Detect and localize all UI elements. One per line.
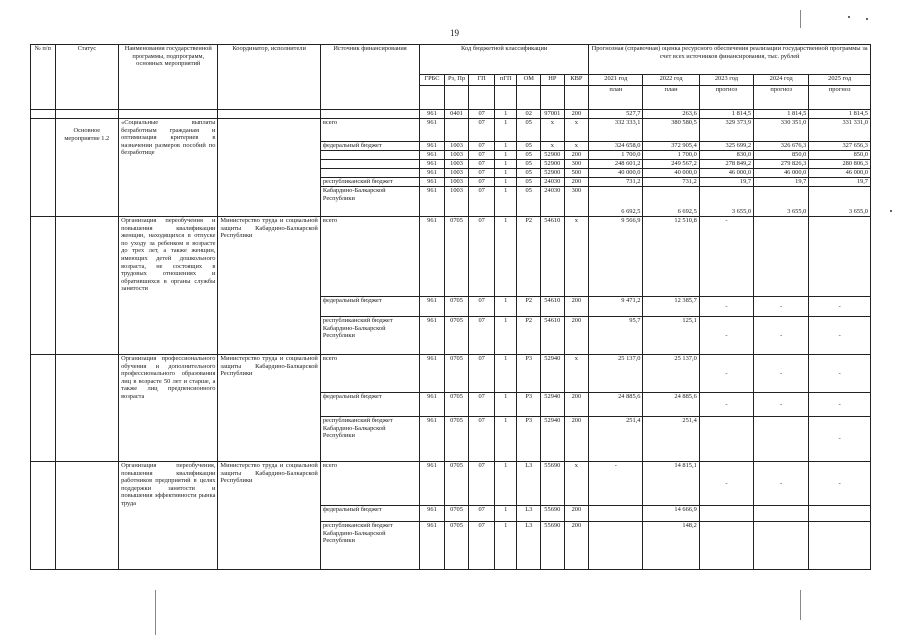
- scan-speck: [848, 16, 850, 18]
- table-row: федеральный бюджет 961 0705 07 1 P3 52940 200 24 885,6 24 885,6 - - -: [31, 393, 871, 417]
- header-code: пГП: [494, 75, 517, 86]
- header-sources: Источник финансирования: [320, 45, 419, 110]
- header-num: № п/п: [31, 45, 56, 110]
- header-code: КВР: [564, 75, 589, 86]
- table-row: 961 1003 07 1 05 52900 300 248 601,2 249 567,2 278 849,2 279 826,3 280 806,3: [31, 160, 871, 169]
- header-year: 2024 год: [754, 75, 809, 86]
- table-row: республиканский бюджет Кабардино-Балкарской Республики 961 0705 07 1 L3 55690 200 148,2: [31, 522, 871, 570]
- header-coordinator: Координатор, исполнители: [218, 45, 320, 110]
- table-row: республиканский бюджет 961 1003 07 1 05 24030 200 731,2 731,2 19,7 19,7 19,7: [31, 178, 871, 187]
- header-code: НР: [541, 75, 565, 86]
- table-row: Основное мероприятие 1.2 «Социальные выплаты безработным гражданам и оптимизация критериев в назначении размеров пособий по безработице всего 961 07 1 05 х х 332 333,1 380 580,5 329 373,9 330 351,0 331 331,0: [31, 119, 871, 142]
- measure-name: Организация переобучения и повышения квалификации женщин, находящихся в отпуске по уходу за ребенком в возрасте до трех лет, а также женщин, имеющих детей дошкольного возраста, не состоящих в трудовых отношениях и обратившихся в органы службы занятости: [119, 217, 218, 355]
- header-year-type: прогноз: [809, 86, 871, 110]
- header-status: Статус: [55, 45, 119, 110]
- measure-name: Организация переобучения, повышения квалификации работников предприятий в целях поддержки занятости и повышения эффективности рынка труда: [119, 462, 218, 570]
- budget-table: [30, 44, 871, 570]
- header-year-type: план: [589, 86, 643, 110]
- header-year: 2023 год: [699, 75, 753, 86]
- coordinator-cell: Министерство труда и социальной защиты Кабардино-Балкарской Республики: [218, 462, 320, 570]
- header-year-type: план: [643, 86, 699, 110]
- header-year: 2022 год: [643, 75, 699, 86]
- table-row: Организация профессионального обучения и дополнительного профессионального образования лиц в возрасте 50 лет и старше, а также лиц предпенсионного возраста Министерство труда и социальной защиты Кабардино-Балкарской Республики всего 961 0705 07 1 P3 52940 х 25 137,0 25 137,0 - - -: [31, 355, 871, 393]
- table-row: Организация переобучения и повышения квалификации женщин, находящихся в отпуске по уходу за ребенком в возрасте до трех лет, а также женщин, имеющих детей дошкольного возраста, не состоящих в трудовых отношениях и обратившихся в органы службы занятости Министерство труда и социальной защиты Кабардино-Балкарской Республики всего 961 0705 07 1 P2 54610 х 9 566,9 12 510,8 -: [31, 217, 871, 297]
- table-row: республиканский бюджет Кабардино-Балкарской Республики 961 0705 07 1 P3 52940 200 251,4 251,4 -: [31, 417, 871, 462]
- table-row: федеральный бюджет 961 0705 07 1 P2 54610 200 9 471,2 12 385,7 - - -: [31, 297, 871, 317]
- header-row-1: [31, 45, 871, 75]
- header-code: ГП: [469, 75, 495, 86]
- table-row: федеральный бюджет 961 1003 07 1 05 х х 324 658,0 372 905,4 325 699,2 326 676,3 327 656,3: [31, 142, 871, 151]
- table-row: Организация переобучения, повышения квалификации работников предприятий в целях поддержки занятости и повышения эффективности рынка труда Министерство труда и социальной защиты Кабардино-Балкарской Республики всего 961 0705 07 1 L3 55690 х - 14 815,1 - - -: [31, 462, 871, 506]
- header-year-type: прогноз: [699, 86, 753, 110]
- table-row: Кабардино-Балкарской Республики 961 1003 07 1 05 24030 300 6 692,5 6 692,5 3 655,0 3 655,0 3 655,0: [31, 187, 871, 217]
- header-year-type: прогноз: [754, 86, 809, 110]
- measure-name: «Социальные выплаты безработным гражданам и оптимизация критериев в назначении размеров пособий по безработице: [119, 119, 218, 217]
- table-row: федеральный бюджет 961 0705 07 1 L3 55690 200 14 666,9: [31, 506, 871, 522]
- coordinator-cell: [218, 119, 320, 217]
- scan-line: [800, 590, 801, 620]
- scan-speck: [866, 18, 868, 20]
- table-row: республиканский бюджет Кабардино-Балкарской Республики 961 0705 07 1 P2 54610 200 95,7 125,1 - - -: [31, 317, 871, 355]
- page-number: 19: [450, 28, 459, 38]
- measure-name: Организация профессионального обучения и дополнительного профессионального образования лиц в возрасте 50 лет и старше, а также лиц предпенсионного возраста: [119, 355, 218, 462]
- coordinator-cell: Министерство труда и социальной защиты Кабардино-Балкарской Республики: [218, 217, 320, 355]
- header-code: ГРБС: [420, 75, 445, 86]
- scan-speck: [890, 210, 892, 212]
- header-name: Наименования государственной программы, подпрограмм, основных мероприятий: [119, 45, 218, 110]
- header-code-group: Код бюджетной классификации: [420, 45, 589, 75]
- table-row: 961 0401 07 1 02 97001 200 527,7 263,6 1 814,5 1 814,5 1 814,5: [31, 110, 871, 119]
- header-forecast-group: Прогнозная (справочная) оценка ресурсного обеспечения реализации государственной программы за счет всех источников финансирования, тыс. рублей: [589, 45, 871, 75]
- header-year: 2025 год: [809, 75, 871, 86]
- scan-line: [155, 590, 156, 635]
- coordinator-cell: Министерство труда и социальной защиты Кабардино-Балкарской Республики: [218, 355, 320, 462]
- header-year: 2021 год: [589, 75, 643, 86]
- header-code: ОМ: [517, 75, 541, 86]
- header-code: Рз, Пр: [444, 75, 469, 86]
- table-row: 961 1003 07 1 05 52900 200 1 700,0 1 700,0 830,0 850,0 850,0: [31, 151, 871, 160]
- scan-line: [800, 10, 801, 28]
- table-row: 961 1003 07 1 05 52900 500 40 000,0 40 000,0 46 000,0 46 000,0 46 000,0: [31, 169, 871, 178]
- status-cell: Основное мероприятие 1.2: [55, 119, 119, 217]
